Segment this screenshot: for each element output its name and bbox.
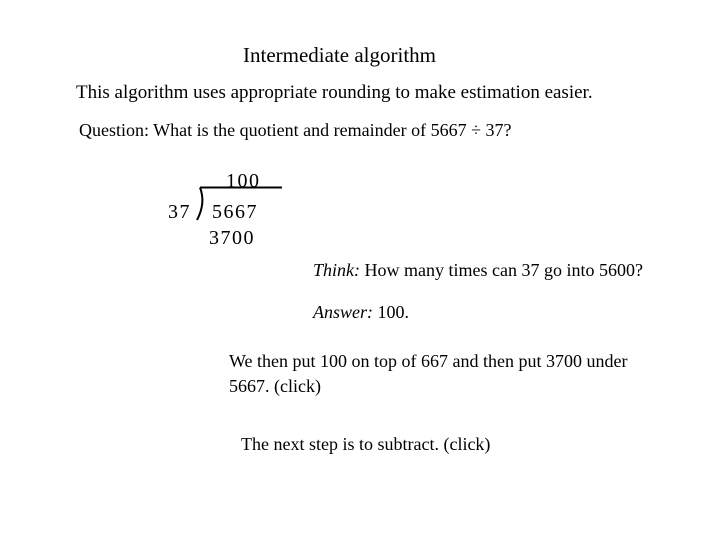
- question-text: Question: What is the quotient and remainder of 5667 ÷ 37?: [79, 120, 512, 140]
- answer-line: [313, 303, 409, 321]
- answer-text: 100.: [373, 302, 409, 322]
- think-label: Think:: [313, 260, 360, 280]
- dividend: 5667: [212, 201, 258, 223]
- explanation-text: We then put 100 on top of 667 and then put 3700 under 5667. (click): [229, 351, 628, 396]
- slide-title: Intermediate algorithm: [243, 43, 437, 67]
- partial-product: 3700: [209, 227, 255, 249]
- next-step-text: The next step is to subtract. (click): [241, 434, 491, 454]
- quotient: 100: [226, 170, 261, 192]
- intro-text: This algorithm uses appropriate rounding to make estimation easier.: [76, 82, 593, 103]
- divisor: 37: [168, 201, 191, 223]
- think-prompt: [313, 261, 643, 279]
- answer-label: Answer:: [313, 302, 373, 322]
- think-text: How many times can 37 go into 5600?: [360, 260, 643, 280]
